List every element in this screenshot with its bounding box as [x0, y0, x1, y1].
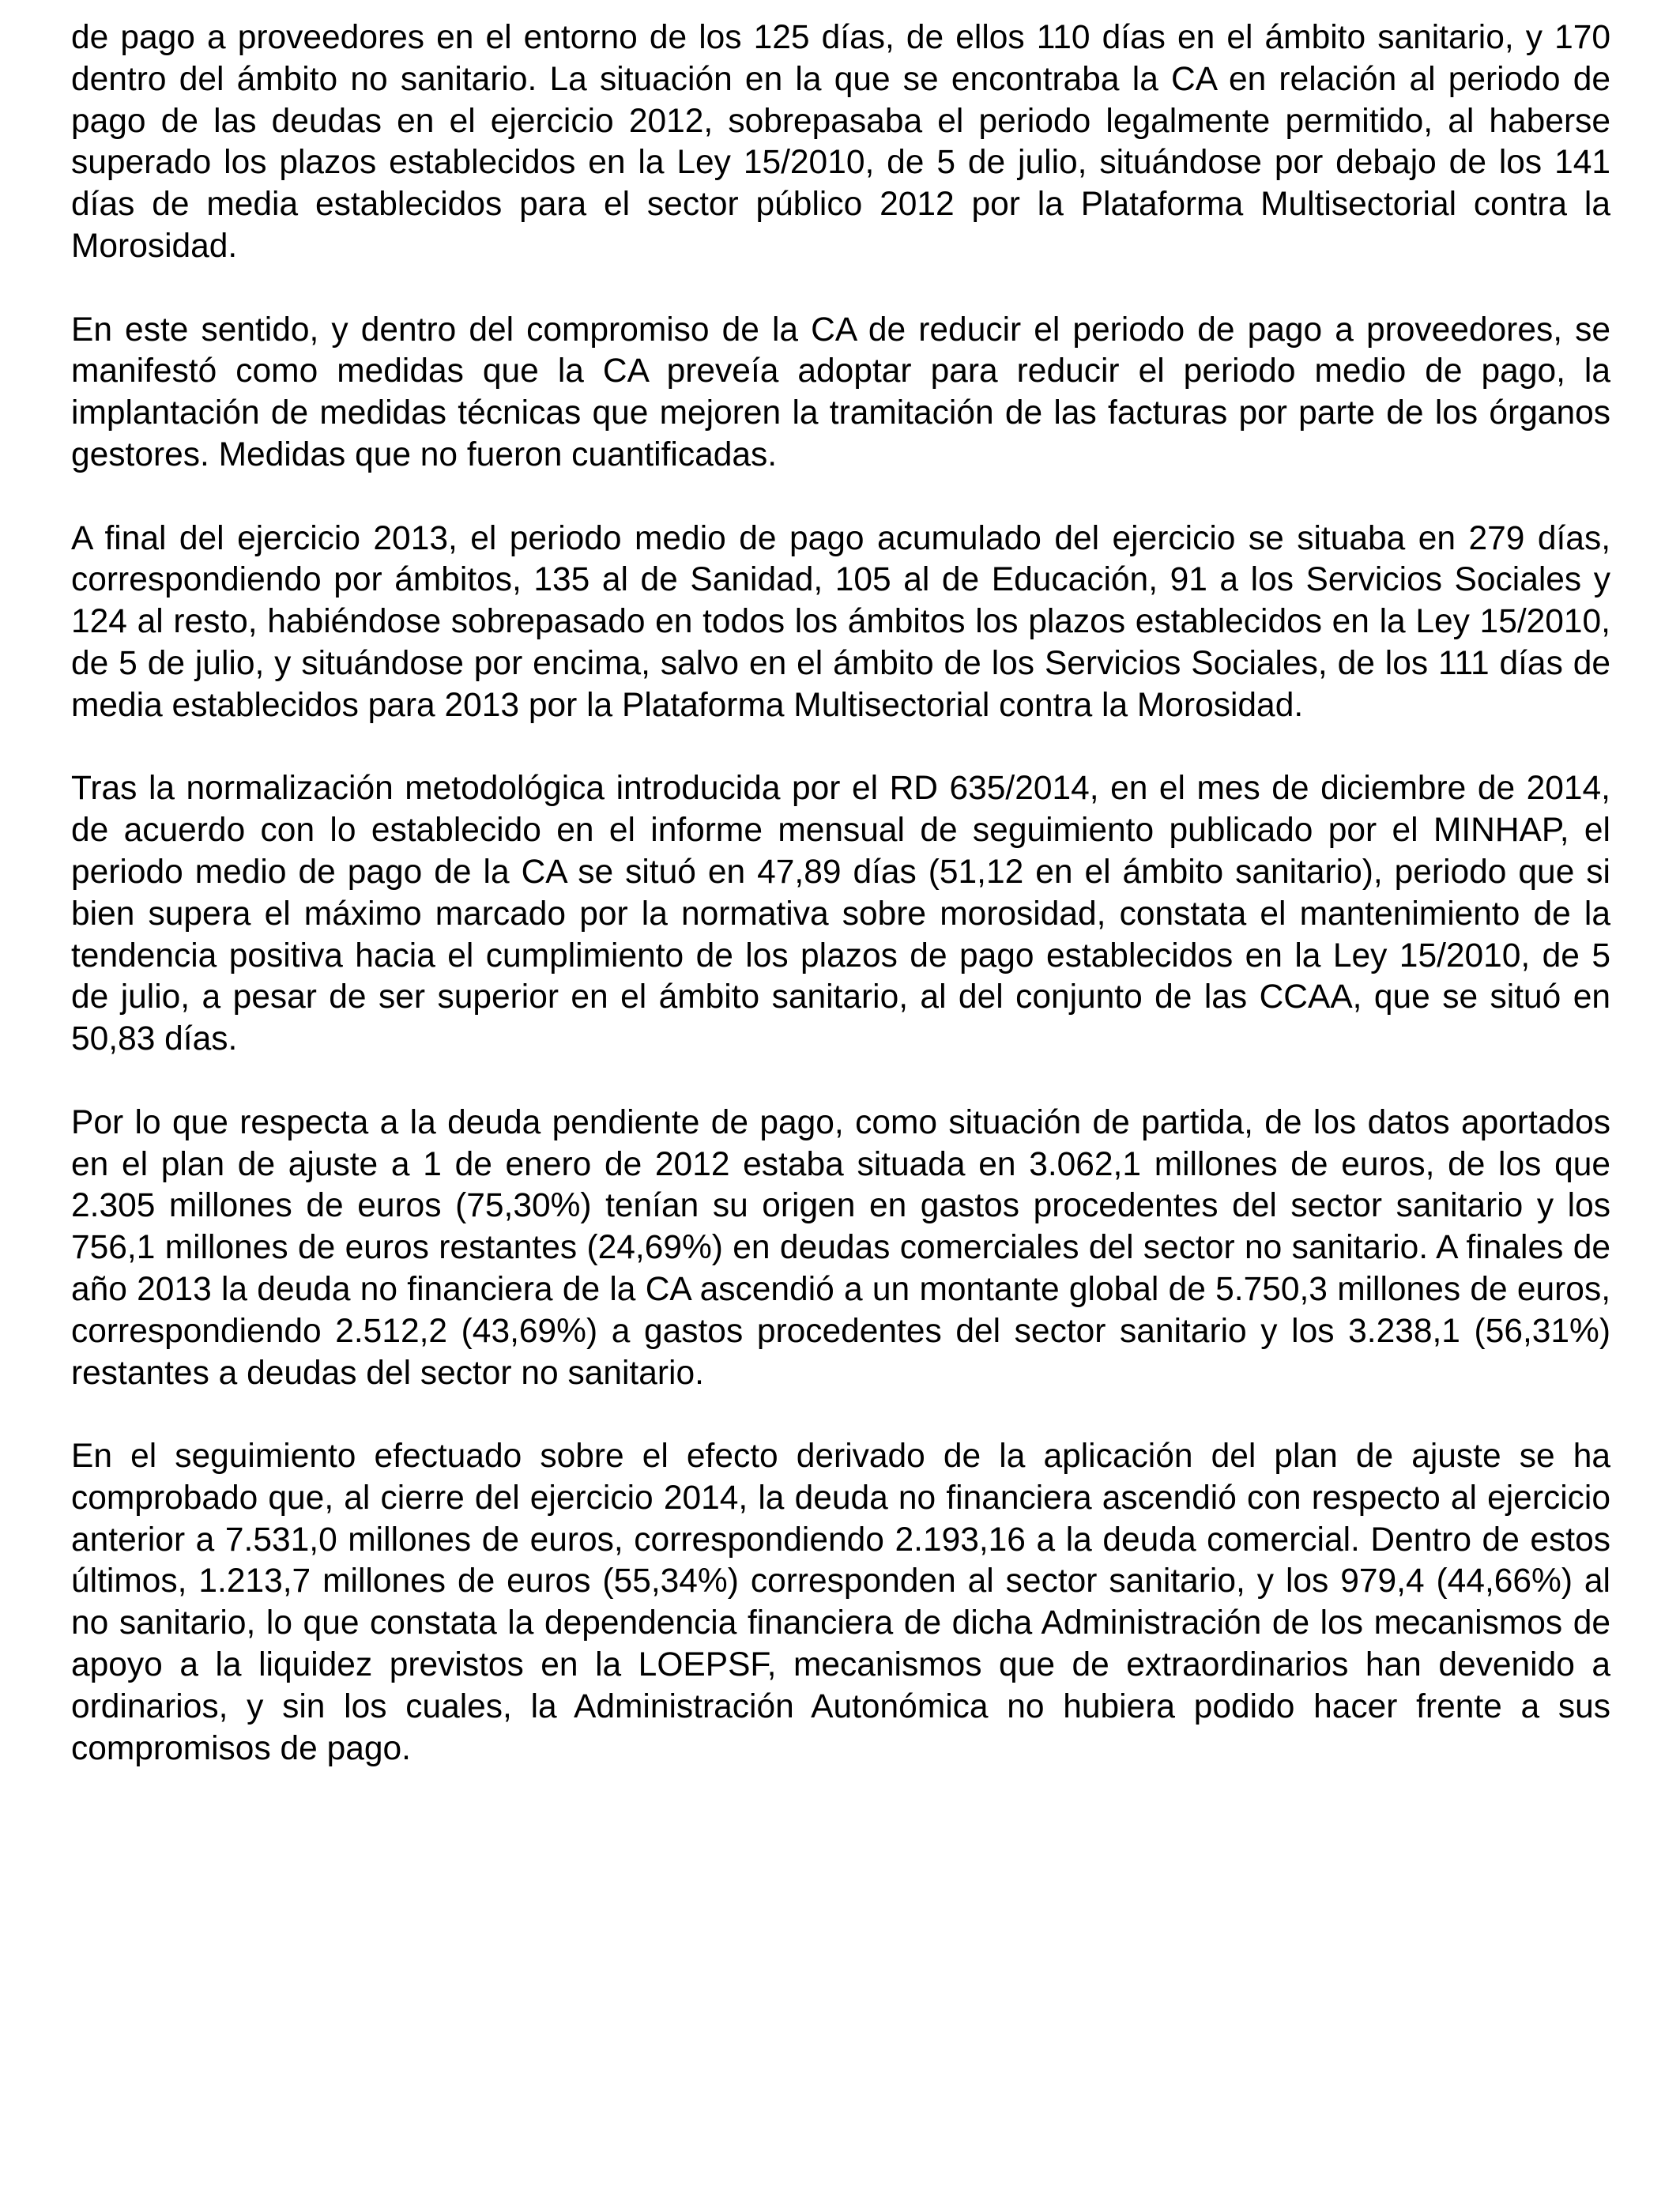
paragraph-reduction-commitment: En este sentido, y dentro del compromiso de la CA de reducir el periodo de pago a proveedores, se manifestó como medidas que la CA preveía adoptar para reducir el periodo medio de pago, la implantación de medidas técnicas que mejoren la tramitación de las facturas por parte de los órganos gestores. Medidas que no fueron cuantificadas.	[71, 311, 1610, 473]
document-page	[71, 17, 1610, 1811]
paragraph-payment-period-2013: A final del ejercicio 2013, el periodo medio de pago acumulado del ejercicio se situaba en 279 días, correspondiendo por ámbitos, 135 al de Sanidad, 105 al de Educación, 91 a los Servicios Sociales y 124 al resto, habiéndose sobrepasado en todos los ámbitos los plazos establecidos en la Ley 15/2010, de 5 de julio, y situándose por encima, salvo en el ámbito de los Servicios Sociales, de los 111 días de media establecidos para 2013 por la Plataforma Multisectorial contra la Morosidad.	[71, 519, 1610, 724]
paragraph-pending-debt: Por lo que respecta a la deuda pendiente de pago, como situación de partida, de los datos aportados en el plan de ajuste a 1 de enero de 2012 estaba situada en 3.062,1 millones de euros, de los que 2.305 millones de euros (75,30%) tenían su origen en gastos procedentes del sector sanitario y los 756,1 millones de euros restantes (24,69%) en deudas comerciales del sector no sanitario. A finales de año 2013 la deuda no financiera de la CA ascendió a un montante global de 5.750,3 millones de euros, correspondiendo 2.512,2 (43,69%) a gastos procedentes del sector sanitario y los 3.238,1 (56,31%) restantes a deudas del sector no sanitario.	[71, 1103, 1610, 1392]
paragraph-adjustment-plan-follow-up: En el seguimiento efectuado sobre el efecto derivado de la aplicación del plan de ajuste se ha comprobado que, al cierre del ejercicio 2014, la deuda no financiera ascendió con respecto al ejercicio anterior a 7.531,0 millones de euros, correspondiendo 2.193,16 a la deuda comercial. Dentro de estos últimos, 1.213,7 millones de euros (55,34%) corresponden al sector sanitario, y los 979,4 (44,66%) al no sanitario, lo que constata la dependencia financiera de dicha Administración de los mecanismos de apoyo a la liquidez previstos en la LOEPSF, mecanismos que de extraordinarios han devenido a ordinarios, y sin los cuales, la Administración Autonómica no hubiera podido hacer frente a sus compromisos de pago.	[71, 1438, 1610, 1767]
paragraph-methodological-normalization: Tras la normalización metodológica introducida por el RD 635/2014, en el mes de diciembre de 2014, de acuerdo con lo establecido en el informe mensual de seguimiento publicado por el MINHAP, el periodo medio de pago de la CA se situó en 47,89 días (51,12 en el ámbito sanitario), periodo que si bien supera el máximo marcado por la normativa sobre morosidad, constata el mantenimiento de la tendencia positiva hacia el cumplimiento de los plazos de pago establecidos en la Ley 15/2010, de 5 de julio, a pesar de ser superior en el ámbito sanitario, al del conjunto de las CCAA, que se situó en 50,83 días.	[71, 770, 1610, 1058]
paragraph-payment-period-2012: de pago a proveedores en el entorno de los 125 días, de ellos 110 días en el ámbito sanitario, y 170 dentro del ámbito no sanitario. La situación en la que se encontraba la CA en relación al periodo de pago de las deudas en el ejercicio 2012, sobrepasaba el periodo legalmente permitido, al haberse superado los plazos establecidos en la Ley 15/2010, de 5 de julio, situándose por debajo de los 141 días de media establecidos para el sector público 2012 por la Plataforma Multisectorial contra la Morosidad.	[71, 19, 1610, 265]
